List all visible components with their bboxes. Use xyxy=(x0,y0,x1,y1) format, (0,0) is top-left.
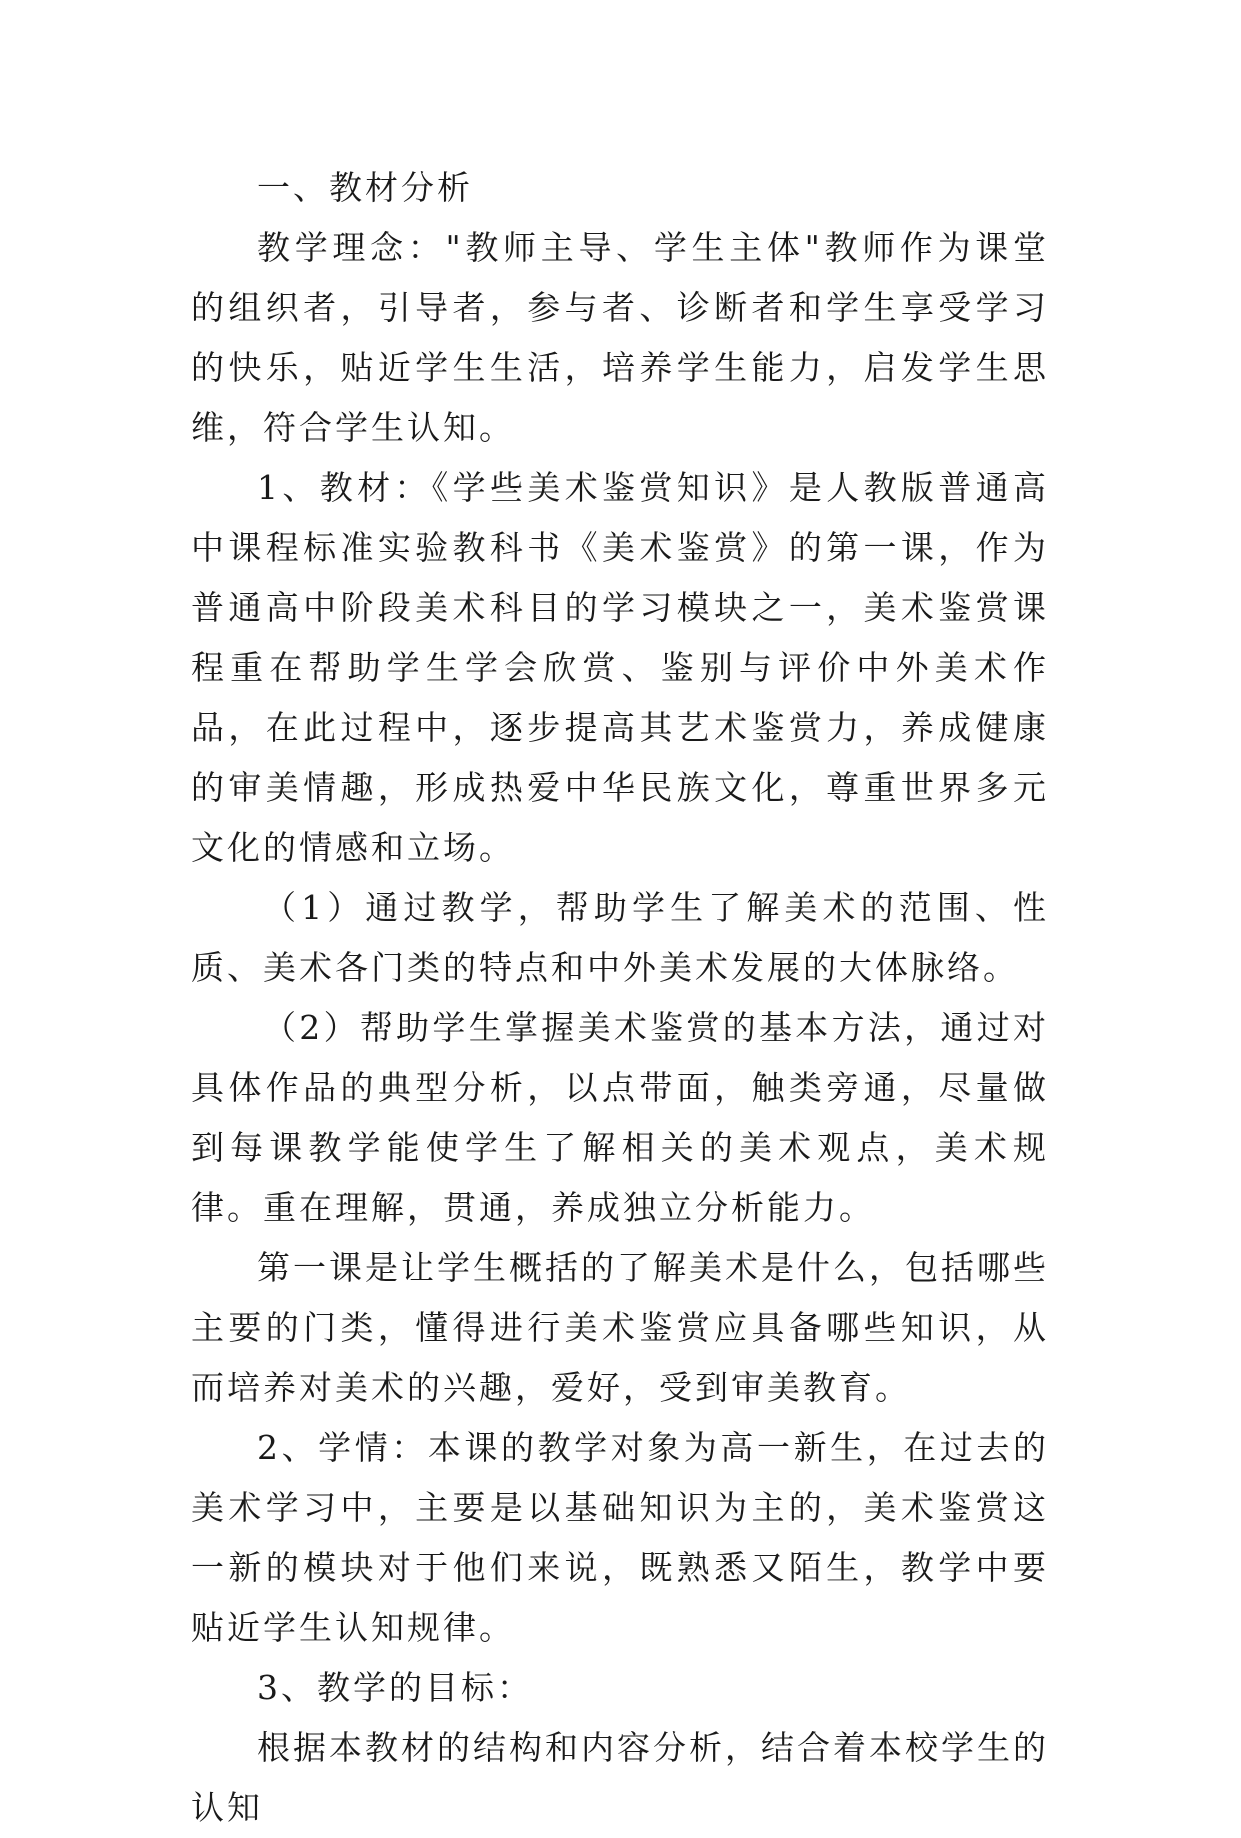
section-heading: 一、教材分析 xyxy=(257,168,473,207)
paragraph-lesson-one: 第一课是让学生概括的了解美术是什么，包括哪些主要的门类，懂得进行美术鉴赏应具备哪些知识，从而培养对美术的兴趣，爱好，受到审美教育。 xyxy=(191,1248,1049,1407)
document-body xyxy=(191,158,1049,1838)
paragraph-textbook: 1、教材：《学些美术鉴赏知识》是人教版普通高中课程标准实验教科书《美术鉴赏》的第一课，作为普通高中阶段美术科目的学习模块之一，美术鉴赏课程重在帮助学生学会欣赏、鉴别与评价中外美术作品，在此过程中，逐步提高其艺术鉴赏力，养成健康的审美情趣，形成热爱中华民族文化，尊重世界多元文化的情感和立场。 xyxy=(191,468,1049,867)
paragraph-point-2: （2）帮助学生掌握美术鉴赏的基本方法，通过对具体作品的典型分析，以点带面，触类旁通，尽量做到每课教学能使学生了解相关的美术观点，美术规律。重在理解，贯通，养成独立分析能力。 xyxy=(191,1008,1049,1227)
paragraph-teaching-philosophy: 教学理念："教师主导、学生主体"教师作为课堂的组织者，引导者，参与者、诊断者和学生享受学习的快乐，贴近学生生活，培养学生能力，启发学生思维，符合学生认知。 xyxy=(191,228,1049,447)
paragraph-learners: 2、学情：本课的教学对象为高一新生，在过去的美术学习中，主要是以基础知识为主的，美术鉴赏这一新的模块对于他们来说，既熟悉又陌生，教学中要贴近学生认知规律。 xyxy=(191,1428,1049,1647)
paragraph-objectives-text: 根据本教材的结构和内容分析，结合着本校学生的认知 xyxy=(191,1728,1049,1827)
paragraph-point-1: （1）通过教学，帮助学生了解美术的范围、性质、美术各门类的特点和中外美术发展的大体脉络。 xyxy=(191,888,1049,987)
paragraph-objectives-heading: 3、教学的目标： xyxy=(257,1668,533,1707)
